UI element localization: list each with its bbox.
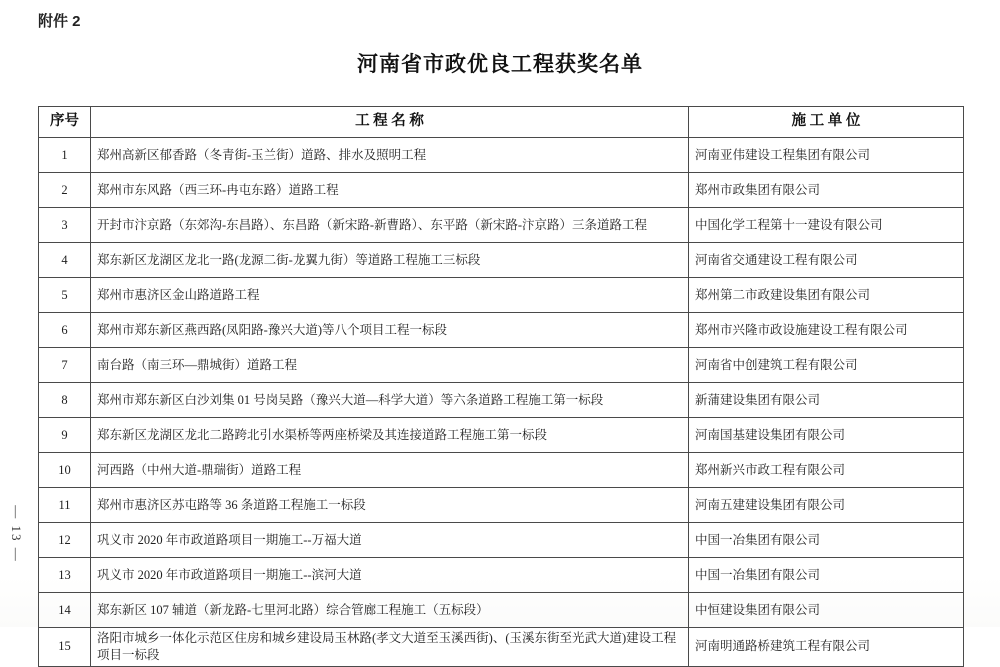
project-name-cell: 郑东新区龙湖区龙北一路(龙源二街-龙翼九街）等道路工程施工三标段 — [91, 243, 689, 278]
row-number-cell: 15 — [39, 628, 91, 667]
table-row — [39, 348, 964, 383]
construction-unit-cell: 河南明通路桥建筑工程有限公司 — [689, 628, 964, 667]
row-number-cell: 9 — [39, 418, 91, 453]
row-number-cell: 2 — [39, 173, 91, 208]
table-row — [39, 523, 964, 558]
table-row — [39, 278, 964, 313]
table-row — [39, 558, 964, 593]
row-number-cell: 6 — [39, 313, 91, 348]
table-row — [39, 418, 964, 453]
table-row — [39, 313, 964, 348]
page-title: 河南省市政优良工程获奖名单 — [357, 53, 643, 76]
construction-unit-cell: 河南省交通建设工程有限公司 — [689, 243, 964, 278]
construction-unit-cell: 中国化学工程第十一建设有限公司 — [689, 208, 964, 243]
row-number-cell: 11 — [39, 488, 91, 523]
table-row — [39, 593, 964, 628]
project-name-cell: 巩义市 2020 年市政道路项目一期施工--滨河大道 — [91, 558, 689, 593]
construction-unit-cell: 郑州市兴隆市政设施建设工程有限公司 — [689, 313, 964, 348]
table-row — [39, 488, 964, 523]
row-number-cell: 7 — [39, 348, 91, 383]
column-header-project: 工 程 名 称 — [91, 107, 689, 138]
table-header-row — [39, 107, 964, 138]
project-name-cell: 洛阳市城乡一体化示范区住房和城乡建设局玉林路(孝文大道至玉溪西街)、(玉溪东街至光武大道)建设工程项目一标段 — [91, 628, 689, 667]
attachment-label: 附件 2 — [38, 13, 81, 30]
awards-table — [38, 106, 964, 667]
row-number-cell: 1 — [39, 138, 91, 173]
row-number-cell: 5 — [39, 278, 91, 313]
row-number-cell: 8 — [39, 383, 91, 418]
table-row — [39, 138, 964, 173]
row-number-cell: 12 — [39, 523, 91, 558]
construction-unit-cell: 河南省中创建筑工程有限公司 — [689, 348, 964, 383]
row-number-cell: 4 — [39, 243, 91, 278]
project-name-cell: 郑州市惠济区苏屯路等 36 条道路工程施工一标段 — [91, 488, 689, 523]
column-header-no: 序号 — [39, 107, 91, 138]
construction-unit-cell: 中国一冶集团有限公司 — [689, 558, 964, 593]
table-row — [39, 628, 964, 667]
project-name-cell: 郑州市惠济区金山路道路工程 — [91, 278, 689, 313]
table-row — [39, 383, 964, 418]
project-name-cell: 郑州高新区郁香路（冬青街-玉兰街）道路、排水及照明工程 — [91, 138, 689, 173]
project-name-cell: 郑州市东风路（西三环-冉屯东路）道路工程 — [91, 173, 689, 208]
project-name-cell: 开封市汴京路（东郊沟-东昌路）、东昌路（新宋路-新曹路）、东平路（新宋路-汴京路）三条道路工程 — [91, 208, 689, 243]
row-number-cell: 14 — [39, 593, 91, 628]
table-body — [39, 138, 964, 667]
project-name-cell: 河西路（中州大道-鼎瑞街）道路工程 — [91, 453, 689, 488]
project-name-cell: 郑州市郑东新区燕西路(凤阳路-豫兴大道)等八个项目工程一标段 — [91, 313, 689, 348]
construction-unit-cell: 河南五建建设集团有限公司 — [689, 488, 964, 523]
construction-unit-cell: 郑州第二市政建设集团有限公司 — [689, 278, 964, 313]
column-header-unit: 施 工 单 位 — [689, 107, 964, 138]
row-number-cell: 13 — [39, 558, 91, 593]
table-row — [39, 243, 964, 278]
table-row — [39, 453, 964, 488]
construction-unit-cell: 新蒲建设集团有限公司 — [689, 383, 964, 418]
table-row — [39, 173, 964, 208]
construction-unit-cell: 郑州新兴市政工程有限公司 — [689, 453, 964, 488]
page-number-text: — 13 — — [9, 505, 24, 563]
construction-unit-cell: 河南亚伟建设工程集团有限公司 — [689, 138, 964, 173]
row-number-cell: 10 — [39, 453, 91, 488]
project-name-cell: 郑东新区 107 辅道（新龙路-七里河北路）综合管廊工程施工（五标段） — [91, 593, 689, 628]
construction-unit-cell: 河南国基建设集团有限公司 — [689, 418, 964, 453]
project-name-cell: 郑东新区龙湖区龙北二路跨北引水渠桥等两座桥梁及其连接道路工程施工第一标段 — [91, 418, 689, 453]
project-name-cell: 南台路（南三环—鼎城街）道路工程 — [91, 348, 689, 383]
project-name-cell: 郑州市郑东新区白沙刘集 01 号岗吴路（豫兴大道—科学大道）等六条道路工程施工第一标段 — [91, 383, 689, 418]
construction-unit-cell: 郑州市政集团有限公司 — [689, 173, 964, 208]
table-row — [39, 208, 964, 243]
construction-unit-cell: 中恒建设集团有限公司 — [689, 593, 964, 628]
row-number-cell: 3 — [39, 208, 91, 243]
construction-unit-cell: 中国一冶集团有限公司 — [689, 523, 964, 558]
project-name-cell: 巩义市 2020 年市政道路项目一期施工--万福大道 — [91, 523, 689, 558]
